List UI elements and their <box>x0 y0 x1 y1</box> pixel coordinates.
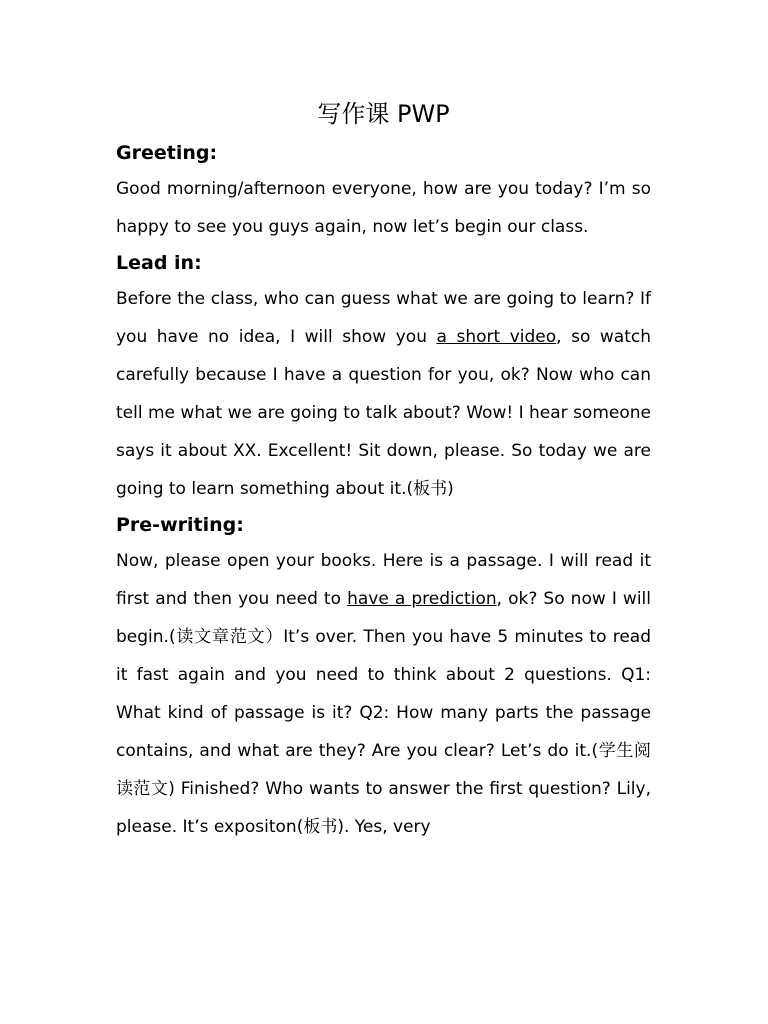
underlined-short-video: a short video <box>436 327 557 347</box>
pre-writing-text-start: Now, please open your books. Here is a passage. I will read it first and then you need to <box>116 551 651 609</box>
paragraph-lead-in <box>116 280 651 508</box>
document-page <box>116 96 651 846</box>
paragraph-greeting: Good morning/afternoon everyone, how are you today? I’m so happy to see you guys again, now let’s begin our class. <box>116 179 651 237</box>
underlined-have-a-prediction: have a prediction <box>347 589 497 609</box>
lead-in-text-end: , so watch carefully because I have a question for you, ok? Now who can tell me what we are going to talk about? Wow! I hear someone says it about XX. Excellent! Sit down, please. So today we are going to learn something about it.(板书) <box>116 327 651 499</box>
section-heading-lead-in: Lead in: <box>116 252 202 274</box>
paragraph-pre-writing <box>116 542 651 846</box>
section-heading-pre-writing: Pre-writing: <box>116 514 244 536</box>
document-title: 写作课 PWP <box>317 100 450 128</box>
section-heading-greeting: Greeting: <box>116 142 218 164</box>
lead-in-text-start: Before the class, who can guess what we are going to learn? If you have no idea, I will show you <box>116 289 651 347</box>
pre-writing-text-end: , ok? So now I will begin.(读文章范文）It’s over. Then you have 5 minutes to read it fast again and you need to think about 2 questions. Q1: What kind of passage is it? Q2: How many parts the passage contains, and what are they? Are you clear? Let’s do it.(学生阅读范文) Finished? Who wants to answer the first question? Lily, please. It’s expositon(板书). Yes, very <box>116 589 651 837</box>
